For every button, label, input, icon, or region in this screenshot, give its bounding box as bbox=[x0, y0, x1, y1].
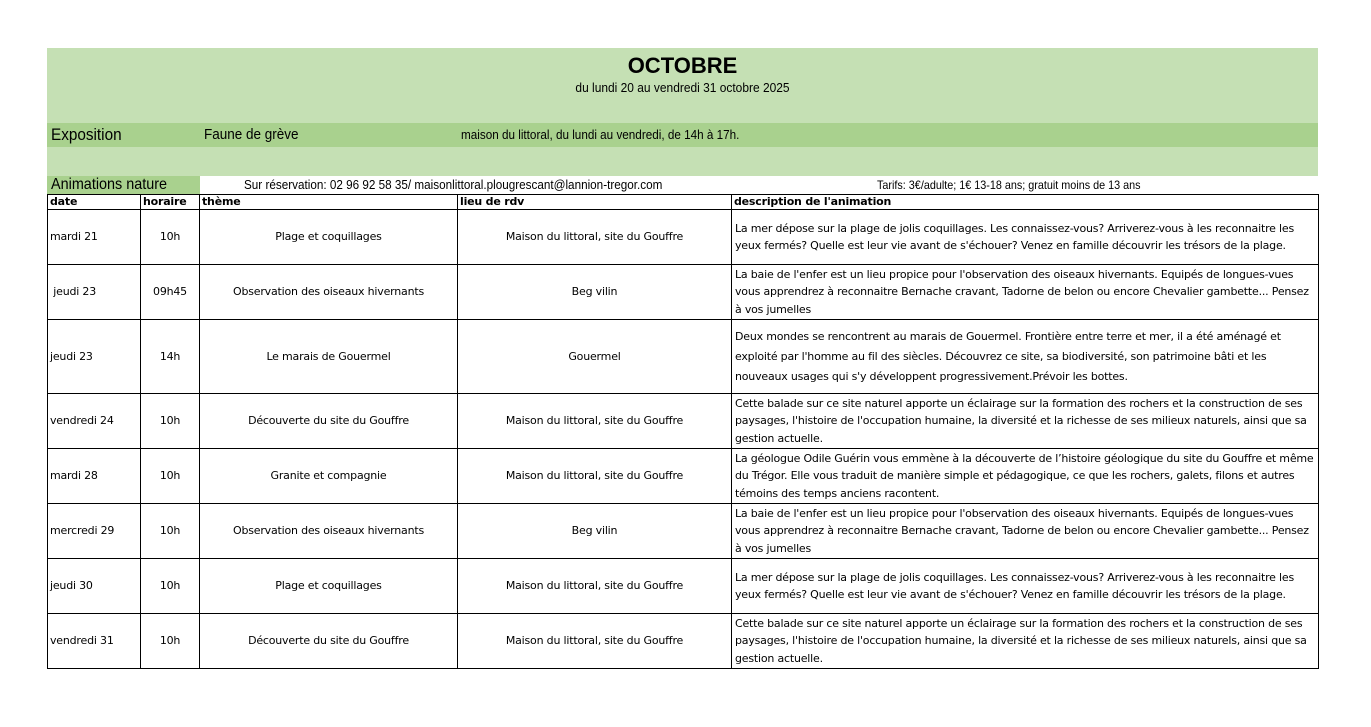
exposition-label: Exposition bbox=[51, 125, 122, 144]
cell-horaire: 10h bbox=[141, 394, 200, 449]
cell-horaire: 10h bbox=[141, 449, 200, 504]
cell-theme: Plage et coquillages bbox=[200, 559, 458, 614]
col-header-horaire: horaire bbox=[141, 195, 200, 210]
tarifs-info: Tarifs: 3€/adulte; 1€ 13-18 ans; gratuit moins de 13 ans bbox=[877, 178, 1141, 192]
cell-lieu: Beg vilin bbox=[458, 504, 732, 559]
cell-lieu: Maison du littoral, site du Gouffre bbox=[458, 394, 732, 449]
month-header bbox=[47, 48, 1318, 123]
cell-description: La baie de l'enfer est un lieu propice pour l'observation des oiseaux hivernants. Equipés de longues-vues vous apprendrez à reconnaitre Bernache cravant, Tadorne de belon ou encore Chevalier gambette... Pensez à vos jumelles bbox=[732, 265, 1319, 320]
cell-lieu: Maison du littoral, site du Gouffre bbox=[458, 449, 732, 504]
animations-table bbox=[47, 194, 1319, 669]
cell-date: mardi 28 bbox=[48, 449, 141, 504]
animations-label: Animations nature bbox=[47, 176, 200, 194]
exposition-name: Faune de grève bbox=[204, 126, 299, 143]
cell-date: mercredi 29 bbox=[48, 504, 141, 559]
cell-description: Cette balade sur ce site naturel apporte un éclairage sur la formation des rochers et la construction de ses paysages, l'histoire de l'occupation humaine, la diversité et la richesse de ses milieux naturels, ainsi que sa gestion actuelle. bbox=[732, 614, 1319, 669]
period-subtitle: du lundi 20 au vendredi 31 octobre 2025 bbox=[575, 80, 790, 95]
cell-description: La géologue Odile Guérin vous emmène à la découverte de l’histoire géologique du site du Gouffre et même du Trégor. Elle vous traduit de manière simple et pédagogique, ce que les rochers, galets, filons et autres témoins des temps anciens racontent. bbox=[732, 449, 1319, 504]
month-title: OCTOBRE bbox=[627, 53, 738, 78]
cell-horaire: 14h bbox=[141, 320, 200, 394]
cell-description: La mer dépose sur la plage de jolis coquillages. Les connaissez-vous? Arriverez-vous à les reconnaitre les yeux fermés? Quelle est leur vie avant de s'échouer? Venez en famille découvrir les trésors de la plage. bbox=[732, 559, 1319, 614]
cell-horaire: 10h bbox=[141, 210, 200, 265]
cell-date: vendredi 31 bbox=[48, 614, 141, 669]
cell-description: Deux mondes se rencontrent au marais de Gouermel. Frontière entre terre et mer, il a été aménagé et exploité par l'homme au fil des siècles. Découvrez ce site, sa biodiversité, son patrimoine bâti et les nouveaux usages qui s'y développent progressivement.Prévoir les bottes. bbox=[732, 320, 1319, 394]
cell-horaire: 10h bbox=[141, 614, 200, 669]
table-row bbox=[48, 265, 1319, 320]
cell-date: jeudi 23 bbox=[48, 265, 141, 320]
cell-date: mardi 21 bbox=[48, 210, 141, 265]
cell-lieu: Gouermel bbox=[458, 320, 732, 394]
table-row bbox=[48, 614, 1319, 669]
cell-lieu: Maison du littoral, site du Gouffre bbox=[458, 210, 732, 265]
exposition-band bbox=[47, 123, 1318, 147]
col-header-lieu: lieu de rdv bbox=[458, 195, 732, 210]
table-row bbox=[48, 394, 1319, 449]
exposition-info: maison du littoral, du lundi au vendredi, de 14h à 17h. bbox=[461, 127, 740, 142]
cell-horaire: 10h bbox=[141, 559, 200, 614]
cell-theme: Observation des oiseaux hivernants bbox=[200, 504, 458, 559]
table-row bbox=[48, 210, 1319, 265]
table-row bbox=[48, 320, 1319, 394]
cell-lieu: Maison du littoral, site du Gouffre bbox=[458, 559, 732, 614]
cell-horaire: 10h bbox=[141, 504, 200, 559]
cell-theme: Granite et compagnie bbox=[200, 449, 458, 504]
cell-description: La mer dépose sur la plage de jolis coquillages. Les connaissez-vous? Arriverez-vous à les reconnaitre les yeux fermés? Quelle est leur vie avant de s'échouer? Venez en famille découvrir les trésors de la plage. bbox=[732, 210, 1319, 265]
animations-band bbox=[47, 176, 1318, 194]
col-header-date: date bbox=[48, 195, 141, 210]
cell-description: La baie de l'enfer est un lieu propice pour l'observation des oiseaux hivernants. Equipés de longues-vues vous apprendrez à reconnaitre Bernache cravant, Tadorne de belon ou encore Chevalier gambette... Pensez à vos jumelles bbox=[732, 504, 1319, 559]
cell-date: jeudi 30 bbox=[48, 559, 141, 614]
cell-horaire: 09h45 bbox=[141, 265, 200, 320]
cell-description: Cette balade sur ce site naturel apporte un éclairage sur la formation des rochers et la construction de ses paysages, l'histoire de l'occupation humaine, la diversité et la richesse de ses milieux naturels, ainsi que sa gestion actuelle. bbox=[732, 394, 1319, 449]
spacer-band bbox=[47, 147, 1318, 176]
col-header-description: description de l'animation bbox=[732, 195, 1319, 210]
table-header-row bbox=[48, 195, 1319, 210]
table-row bbox=[48, 559, 1319, 614]
reservation-info: Sur réservation: 02 96 92 58 35/ maisonlittoral.plougrescant@lannion-tregor.com bbox=[244, 177, 663, 192]
cell-theme: Observation des oiseaux hivernants bbox=[200, 265, 458, 320]
cell-theme: Découverte du site du Gouffre bbox=[200, 614, 458, 669]
cell-lieu: Maison du littoral, site du Gouffre bbox=[458, 614, 732, 669]
cell-theme: Le marais de Gouermel bbox=[200, 320, 458, 394]
cell-theme: Plage et coquillages bbox=[200, 210, 458, 265]
cell-date: jeudi 23 bbox=[48, 320, 141, 394]
col-header-theme: thème bbox=[200, 195, 458, 210]
table-row bbox=[48, 449, 1319, 504]
schedule-sheet bbox=[47, 48, 1318, 669]
cell-lieu: Beg vilin bbox=[458, 265, 732, 320]
cell-date: vendredi 24 bbox=[48, 394, 141, 449]
cell-theme: Découverte du site du Gouffre bbox=[200, 394, 458, 449]
table-row bbox=[48, 504, 1319, 559]
